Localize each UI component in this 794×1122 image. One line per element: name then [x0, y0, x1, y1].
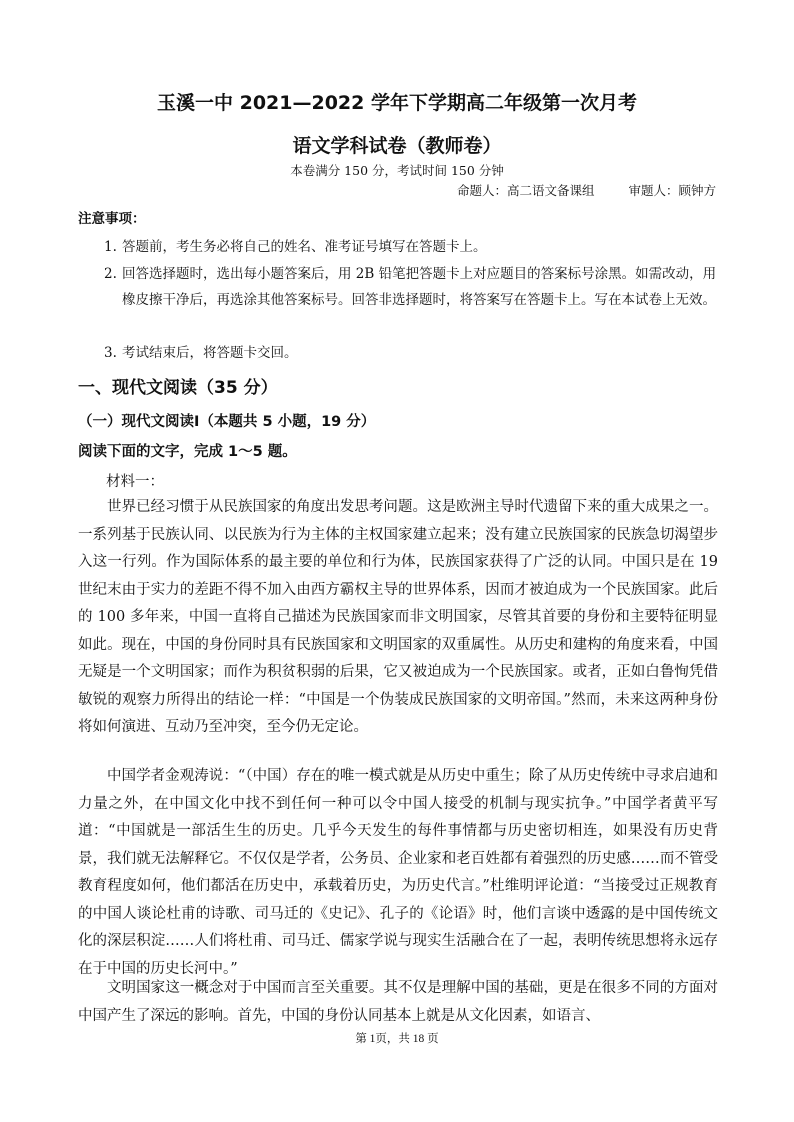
section-title: 一、现代文阅读（35 分） [78, 378, 278, 398]
paragraph-text: 中国学者金观涛说：“（中国）存在的唯一模式就是从历史中重生；除了从历史传统中寻求启迪和力量之外，在中国文化中找不到任何一种可以令中国人接受的机制与现实抗争。”中国学者黄平写道：“中国就是一部活生生的历史。几乎今天发生的每件事情都与历史密切相连，如果没有历史背景，我们就无法解释它。不仅仅是学者，公务员、企业家和老百姓都有着强烈的历史感……而不管受教育程度如何，他们都活在历史中，承载着历史，为历史代言。”杜维明评论道：“当接受过正规教育的中国人谈论杜甫的诗歌、司马迁的《史记》、孔子的《论语》时，他们言谈中透露的是中国传统文化的深层积淀……人们将杜甫、司马迁、儒家学说与现实生活融合在了一起，表明传统思想将永远存在于中国的历史长河中。” [78, 768, 718, 977]
notice-item [104, 340, 718, 366]
subsection-title: （一）现代文阅读Ⅰ（本题共 5 小题，19 分） [78, 414, 376, 430]
paragraph [78, 494, 718, 742]
notice-item-text: 答题前，考生务必将自己的姓名、准考证号填写在答题卡上。 [122, 239, 487, 255]
authors-line [457, 181, 716, 199]
notice-item [104, 261, 718, 313]
reviewer: 审题人：顾钟方 [628, 183, 716, 198]
notice-item-text: 回答选择题时，选出每小题答案后，用 2B 铅笔把答题卡上对应题目的答案标号涂黑。如需改动，用橡皮擦干净后，再选涂其他答案标号。回答非选择题时，将答案写在答题卡上。写在本试卷上无效。 [122, 266, 717, 308]
paragraph [78, 763, 718, 983]
exam-title: 玉溪一中 2021—2022 学年下学期高二年级第一次月考 [157, 92, 637, 114]
notice-heading: 注意事项： [78, 211, 146, 227]
paragraph [78, 975, 718, 1030]
paragraph-text: 文明国家这一概念对于中国而言至关重要。其不仅是理解中国的基础，更是在很多不同的方面对中国产生了深远的影响。首先，中国的身份认同基本上就是从文化因素，如语言、 [78, 980, 718, 1024]
page-footer: 第 1页，共 18 页 [355, 1033, 439, 1045]
material-label: 材料一： [106, 474, 164, 490]
notice-item-number: 2. [104, 266, 117, 282]
notice-item-number: 3. [104, 345, 117, 361]
notice-item-text: 考试结束后，将答题卡交回。 [122, 345, 298, 361]
notice-item-number: 1. [104, 239, 117, 255]
score-time-info: 本卷满分 150 分，考试时间 150 分钟 [290, 163, 504, 178]
reading-instruction: 阅读下面的文字，完成 1～5 题。 [78, 444, 297, 460]
exam-subtitle: 语文学科试卷（教师卷） [292, 135, 502, 157]
proposer: 命题人：高二语文备课组 [456, 183, 595, 198]
notice-item [104, 234, 718, 260]
paragraph-text: 世界已经习惯于从民族国家的角度出发思考问题。这是欧洲主导时代遗留下来的重大成果之一。一系列基于民族认同、以民族为行为主体的主权国家建立起来；没有建立民族国家的民族急切渴望步入这一行列。作为国际体系的最主要的单位和行为体，民族国家获得了广泛的认同。中国只是在 19 世纪末由于实力的差距不得不加入由西方霸权主导的世界体系，因而才被迫成为一个民族国家。此后的 100 多年来，中国一直将自己描述为民族国家而非文明国家，尽管其首要的身份和主要特征明显如此。现在，中国的身份同时具有民族国家和文明国家的双重属性。从历史和建构的角度来看，中国无疑是一个文明国家；而作为积贫积弱的后果，它又被迫成为一个民族国家。或者，正如白鲁恂凭借敏锐的观察力所得出的结论一样：“中国是一个伪装成民族国家的文明帝国。”然而，未来这两种身份将如何演进、互动乃至冲突，至今仍无定论。 [78, 499, 718, 735]
